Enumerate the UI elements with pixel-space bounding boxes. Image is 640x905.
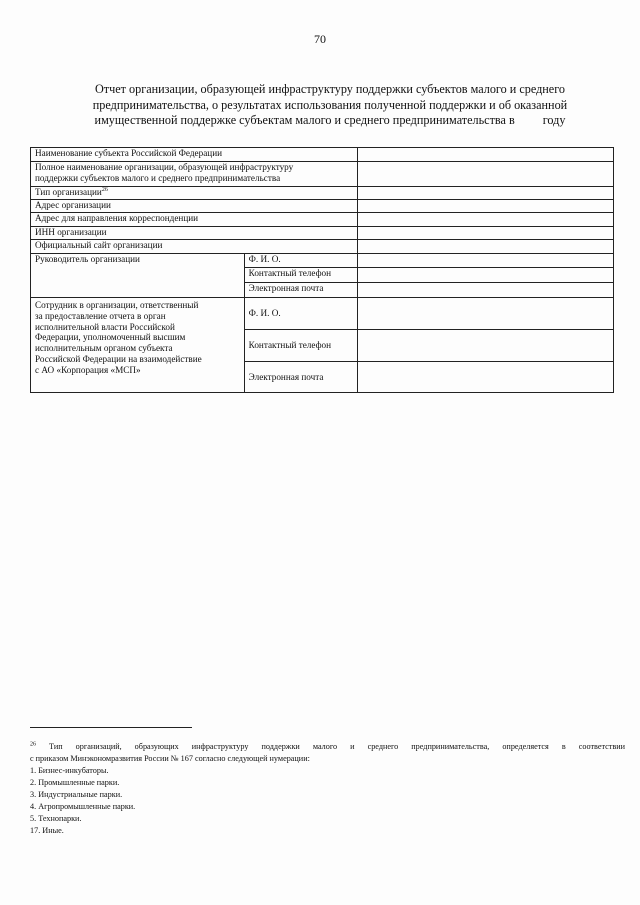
employee-email-value[interactable] [357, 362, 613, 393]
table-row [31, 213, 614, 227]
org-address-value[interactable] [357, 200, 613, 213]
list-item: 1. Бизнес-инкубаторы. [30, 766, 109, 775]
list-item: 17. Иные. [30, 826, 64, 835]
head-fio-label: Ф. И. О. [244, 254, 357, 268]
employee-line: исполнительным органом субъекта [35, 343, 173, 354]
table-row [31, 162, 614, 187]
employee-line: исполнительной власти Российской [35, 321, 175, 332]
footnote-text-line-2: с приказом Минэкономразвития России № 167 согласно следующей нумерации: [30, 754, 310, 763]
full-name-label [31, 162, 358, 187]
table-row [31, 148, 614, 162]
employee-phone-value[interactable] [357, 330, 613, 362]
title-line-1: Отчет организации, образующей инфраструктуру поддержки субъектов малого и среднего [94, 82, 566, 96]
head-email-value[interactable] [357, 283, 613, 298]
head-phone-label: Контактный телефон [244, 268, 357, 283]
employee-phone-label: Контактный телефон [244, 330, 357, 362]
footnote [30, 741, 625, 837]
mail-address-label: Адрес для направления корреспонденции [31, 213, 358, 227]
full-name-line-2: поддержки субъектов малого и среднего предпринимательства [35, 172, 281, 183]
org-type-label [31, 187, 358, 200]
head-label: Руководитель организации [31, 254, 245, 298]
inn-label: ИНН организации [31, 227, 358, 240]
employee-fio-label: Ф. И. О. [244, 298, 357, 330]
list-item: 2. Промышленные парки. [30, 778, 120, 787]
footnote-marker: 26 [30, 741, 36, 748]
website-value[interactable] [357, 240, 613, 254]
footnote-divider [30, 727, 192, 728]
page-number: 70 [314, 32, 326, 46]
table-row [31, 187, 614, 200]
org-address-label: Адрес организации [31, 200, 358, 213]
footnote-ref: 26 [101, 186, 108, 193]
subject-name-value[interactable] [357, 148, 613, 162]
full-name-value[interactable] [357, 162, 613, 187]
inn-value[interactable] [357, 227, 613, 240]
table-row [31, 240, 614, 254]
table-row [31, 298, 614, 330]
employee-line: с АО «Корпорация «МСП» [35, 364, 141, 375]
employee-email-label: Электронная почта [244, 362, 357, 393]
table-row [31, 254, 614, 268]
head-phone-value[interactable] [357, 268, 613, 283]
table-row [31, 200, 614, 213]
employee-label [31, 298, 245, 393]
employee-fio-value[interactable] [357, 298, 613, 330]
head-fio-value[interactable] [357, 254, 613, 268]
report-form-table [30, 147, 614, 393]
mail-address-value[interactable] [357, 213, 613, 227]
website-label: Официальный сайт организации [31, 240, 358, 254]
employee-line: Федерации, уполномоченный высшим [35, 332, 186, 343]
subject-name-label: Наименование субъекта Российской Федерации [31, 148, 358, 162]
title-line-2: предпринимательства, о результатах использования полученной поддержки и об оказанной [92, 97, 568, 112]
list-item: 4. Агропромышленные парки. [30, 802, 136, 811]
employee-line: Сотрудник в организации, ответственный [35, 300, 199, 310]
table-row [31, 227, 614, 240]
org-type-text: Тип организации [35, 187, 102, 197]
title-line-3-start: имущественной поддержке субъектам малого и среднего предпринимательства в [94, 113, 515, 127]
list-item: 5. Технопарки. [30, 814, 82, 823]
head-email-label: Электронная почта [244, 283, 357, 298]
employee-line: Российской Федерации на взаимодействие [35, 353, 202, 364]
org-type-value[interactable] [357, 187, 613, 200]
footnote-text: Тип организаций, образующих инфраструктуру поддержки малого и среднего предпринимательства, определяется в соответствии [49, 742, 626, 751]
list-item: 3. Индустриальные парки. [30, 790, 123, 799]
document-title [60, 82, 600, 129]
full-name-line-1: Полное наименование организации, образующей инфраструктуру [35, 162, 294, 172]
title-line-3-end: году [542, 113, 566, 127]
employee-line: за предоставление отчета в орган [35, 310, 166, 321]
footnote-text-line-1 [30, 741, 625, 753]
